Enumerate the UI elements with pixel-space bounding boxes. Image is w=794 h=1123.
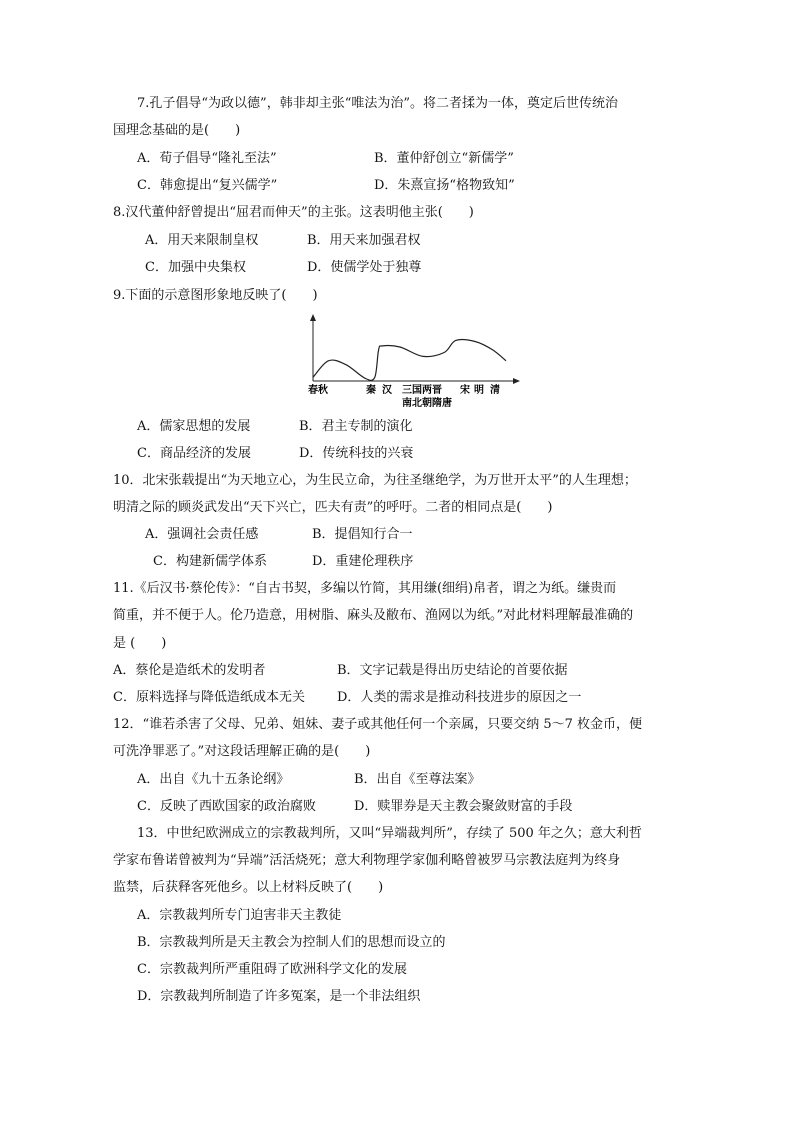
chart-tick-label: 宋: [460, 385, 470, 396]
q13-stem-line3: 监禁，后获释客死他乡。以上材料反映了( ): [113, 880, 384, 895]
q11-stem-line3: 是 ( ): [113, 636, 167, 651]
q11-option-d[interactable]: D．人类的需求是推动科技进步的原因之一: [337, 690, 582, 705]
chart-svg: [300, 313, 530, 413]
q11-stem-line2: 简重，并不便于人。伦乃造意，用树脂、麻头及敝布、渔网以为纸。”对此材料理解最准确的: [113, 608, 634, 623]
q11-option-b[interactable]: B．文字记载是得出历史结论的首要依据: [337, 663, 568, 678]
q7-option-a[interactable]: A．荀子倡导“隆礼至法”: [137, 151, 277, 166]
q13-stem-line1: 13．中世纪欧洲成立的宗教裁判所，又叫“异端裁判所”，存续了 500 年之久；意大利哲: [137, 826, 642, 841]
q12-option-a[interactable]: A．出自《九十五条论纲》: [137, 772, 290, 787]
q9-option-a[interactable]: A．儒家思想的发展: [137, 419, 251, 434]
q10-option-b[interactable]: B．提倡知行合一: [312, 527, 413, 542]
q10-stem-line2: 明清之际的顾炎武发出“天下兴亡，匹夫有责”的呼吁。二者的相同点是( ): [113, 500, 553, 515]
q8-stem: 8.汉代董仲舒曾提出“屈君而伸天”的主张。这表明他主张( ): [113, 205, 474, 220]
q13-option-a[interactable]: A．宗教裁判所专门迫害非天主教徒: [137, 908, 342, 923]
q12-option-d[interactable]: D．赎罪券是天主教会聚敛财富的手段: [354, 799, 573, 814]
q13-option-c[interactable]: C．宗教裁判所严重阻碍了欧洲科学文化的发展: [137, 962, 407, 977]
q7-stem-line1: 7.孔子倡导“为政以德”，韩非却主张“唯法为治”。将二者揉为一体，奠定后世传统治: [137, 96, 618, 111]
q9-schematic-chart: [300, 313, 530, 413]
q8-option-c[interactable]: C．加强中央集权: [145, 260, 246, 275]
q11-option-a[interactable]: A．蔡伦是造纸术的发明者: [113, 663, 266, 678]
q7-stem-line2: 国理念基础的是( ): [113, 123, 241, 138]
q7-option-d[interactable]: D．朱熹宣扬“格物致知”: [374, 178, 515, 193]
q12-option-c[interactable]: C．反映了西欧国家的政治腐败: [137, 799, 316, 814]
chart-series-line: [313, 340, 506, 381]
q12-stem-line2: 可洗净罪恶了。”对这段话理解正确的是( ): [113, 744, 371, 759]
q11-stem-line1: 11.《后汉书·蔡伦传》：“自古书契，多编以竹简，其用缣(细绢)帛者，谓之为纸。缣贵而: [113, 581, 617, 596]
q8-option-a[interactable]: A．用天来限制皇权: [145, 233, 259, 248]
q9-option-b[interactable]: B．君主专制的演化: [299, 419, 413, 434]
q11-option-c[interactable]: C．原料选择与降低造纸成本无关: [113, 690, 305, 705]
q10-option-d[interactable]: D．重建伦理秩序: [312, 554, 414, 569]
chart-tick-label: 明: [474, 385, 484, 396]
q7-option-b[interactable]: B．董仲舒创立“新儒学”: [374, 151, 514, 166]
q10-option-c[interactable]: C．构建新儒学体系: [153, 554, 267, 569]
q12-stem-line1: 12．“谁若杀害了父母、兄弟、姐妹、妻子或其他任何一个亲属，只要交纳 5～7 枚金币，便: [113, 717, 642, 732]
q7-option-c[interactable]: C．韩愈提出“复兴儒学”: [137, 178, 278, 193]
chart-tick-label: 秦: [366, 385, 376, 396]
q9-option-c[interactable]: C．商品经济的发展: [137, 446, 251, 461]
chart-tick-label: 清: [490, 385, 500, 396]
q8-option-d[interactable]: D．使儒学处于独尊: [307, 260, 422, 275]
q9-option-d[interactable]: D．传统科技的兴衰: [299, 446, 414, 461]
q10-stem-line1: 10．北宋张载提出“为天地立心，为生民立命，为往圣继绝学，为万世开太平”的人生理想；: [113, 473, 637, 488]
q13-option-b[interactable]: B．宗教裁判所是天主教会为控制人们的思想而设立的: [137, 935, 446, 950]
q9-stem: 9.下面的示意图形象地反映了( ): [113, 288, 318, 303]
chart-x-axis-arrow: [513, 378, 520, 384]
q10-option-a[interactable]: A．强调社会责任感: [145, 527, 259, 542]
chart-tick-label: 春秋: [308, 385, 328, 396]
q8-option-b[interactable]: B．用天来加强君权: [307, 233, 421, 248]
chart-tick-sublabel: 南北朝隋唐: [402, 398, 452, 409]
q13-option-d[interactable]: D．宗教裁判所制造了许多冤案，是一个非法组织: [137, 989, 421, 1004]
chart-tick-label: 汉: [382, 385, 392, 396]
q13-stem-line2: 学家布鲁诺曾被判为“异端”活活烧死；意大利物理学家伽利略曾被罗马宗教法庭判为终身: [113, 853, 621, 868]
chart-tick-label: 三国两晋: [402, 385, 442, 396]
chart-y-axis-arrow: [310, 314, 316, 321]
q12-option-b[interactable]: B．出自《至尊法案》: [354, 772, 481, 787]
